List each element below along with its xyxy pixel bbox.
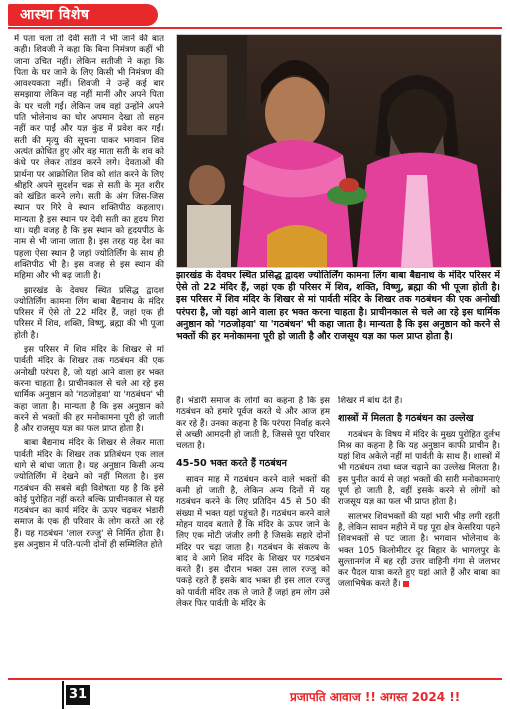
photo-illustration bbox=[177, 35, 501, 267]
paragraph: बाबा बैद्यनाथ मंदिर के शिखर से लेकर माता पार्वती मंदिर के शिखर तक प्रतिबंधन एक लाल धागे से बांधा जाता है। यह अनुष्ठान किसी अन्य ज्योतिर्लिंग में देखने को नहीं मिलता है। इस गठबंधन की सबसे बड़ी विशेषता यह है कि इसे कोई पुरोहित नहीं करते बल्कि प्राचीनकाल से यह गठबंधन का कार्य मंदिर के ऊपर चढ़कर भंडारी समाज के एक ही परिवार के लोग करते आ रहे हैं। यह गठबंधन 'लाल रज्जु' से निर्मित होता है। इस अनुष्ठान में पति-पत्नी दोनों ही सम्मिलित होते bbox=[14, 438, 164, 551]
caption-text: झारखंड के देवघर स्थित प्रसिद्ध द्वादश ज्योतिर्लिंग कामना लिंग बाबा बैद्यनाथ के मंदिर परिसर में ऐसे तो 22 मंदिर हैं, जहां एक ही परिसर में शिव, शक्ति, विष्णु, ब्रह्मा की भी पूजा होती है। इस परिसर में शिव मंदिर के शिखर से मां पार्वती मंदिर के शिखर तक गठबंधन की एक अनोखी परंपरा है, जो यहां आने वाला हर भक्त करना चाहता है। प्राचीनकाल से चले आ रहे इस धार्मिक अनुष्ठान को 'गठजोड़वा' या 'गठबंधन' भी कहा जाता है। मान्यता है कि इस अनुष्ठान को करने से भक्तों की हर मनोकामना पूरी हो जाती है और राजसूय यज्ञ का फल प्राप्त होता है। bbox=[176, 270, 500, 343]
footer-rule bbox=[8, 678, 502, 680]
paragraph: झारखंड के देवघर स्थित प्रसिद्ध द्वादश ज्योतिर्लिंग कामना लिंग बाबा बैद्यनाथ के मंदिर परिसर में ऐसे तो 22 मंदिर हैं, जहां एक ही परिसर में शिव, शक्ति, विष्णु, ब्रह्मा की भी पूजा होती है। bbox=[14, 285, 164, 341]
article-column-2 bbox=[176, 396, 330, 672]
subheading: शास्त्रों में मिलता है गठबंधन का उल्लेख bbox=[338, 413, 474, 425]
paragraph: शिखर में बांध देते हैं। bbox=[338, 396, 403, 406]
paragraph: गठबंधन के विषय में मंदिर के मुख्य पुरोहित दुर्लभ मिश्र का कहना है कि यह अनुष्ठान काफी प्राचीन है। यहां शिव अकेले नहीं मां पार्वती के साथ हैं। शास्त्रों में भी गठबंधन तथा ध्वज चढ़ाने का उल्लेख मिलता है। इस पुनीत कार्य से जहां भक्तों की सारी मनोकामनाएं पूर्ण हो जाती है, वहीं इसके करने से लोगों को राजसूय यज्ञ का फल भी प्राप्त होता है। bbox=[338, 429, 500, 508]
end-mark-icon bbox=[403, 581, 409, 587]
page-footer bbox=[0, 676, 510, 709]
paragraph: में पता चला तो देवी सती ने भी जाने की बात कही। शिवजी ने कहा कि बिना निमंत्रण कहीं भी जाना उचित नहीं। लेकिन सतीजी ने कहा कि पिता के घर जाने के लिए किसी भी निमंत्रण की आवश्यकता नहीं। शिवजी ने उन्हें कई बार समझाया लेकिन वह नहीं मानीं और अपने पिता के घर चली गईं। लेकिन जब वहां उन्होंने अपने पति भोलेनाथ का घोर अपमान देखा तो सहन नहीं कर पाईं और यज्ञ कुंड में प्रवेश कर गईं। सती की मृत्यु की सूचना पाकर भगवान शिव अत्यंत क्रोधित हुए और वह माता सती के शव को कंधे पर लेकर तांडव करने लगे। देवताओं की प्रार्थना पर आक्रोशित शिव को शांत करने के लिए श्रीहरि अपने सुदर्शन चक्र से सती के मृत शरीर को खंडित करने लगे। सती के अंग जिस-जिस स्थान पर गिरे वे स्थान शक्तिपीठ कहलाए। मान्यता है इस स्थान पर देवी सती का हृदय गिरा था। यही वजह है कि इस स्थान को हृदयपीठ के नाम से भी जाना जाता है। इस तरह यह देश का पहला ऐसा स्थान है जहां ज्योतिर्लिंग के साथ ही शक्तिपीठ भी है। इस वजह से इस स्थान की महिमा और भी बढ़ जाती है। bbox=[14, 34, 164, 282]
article-column-3 bbox=[338, 396, 500, 672]
paragraph: सालभर शिवभक्तों की यहां भारी भीड़ लगी रहती है, लेकिन सावन महीने में यह पूरा क्षेत्र केसरिया पहने शिवभक्तों से पट जाता है। भगवान भोलेनाथ के भक्त 105 किलोमीटर दूर बिहार के भागलपुर के सुल्तानगंज में बह रही उत्तर वाहिनी गंगा से जलभर कर पैदल यात्रा करते हुए यहां आते हैं और बाबा का जलाभिषेक करते हैं। bbox=[338, 511, 500, 590]
paragraph: हैं। भंडारी समाज के लोगों का कहना है कि इस गठबंधन को हमारे पूर्वज करते थे और आज हम कर रहे हैं। उनका कहना है कि परंपरा निर्वाह करने से अच्छी आमदनी हो जाती है, जिससे पूरा परिवार चलता है। bbox=[176, 396, 330, 452]
subheading: 45-50 भक्त करते हैं गठबंधन bbox=[176, 458, 287, 470]
paragraph: सावन माह में गठबंधन करने वाले भक्तों की कमी हो जाती है, लेकिन अन्य दिनों में यह गठबंधन करने के लिए प्रतिदिन 45 से 50 की संख्या में भक्त यहां पहुंचते हैं। गठबंधन करने वाले मोहन यादव बताते हैं कि मंदिर के ऊपर जाने के लिए एक मोटी जंजीर लगी है जिसके सहारे दोनों मंदिर पर चढ़ा जाता है। गठबंधन के संकल्प के बाद वे आगे शिव मंदिर के शिखर पर गठबंधन करते हैं। इस दौरान भक्त उस लाल रज्जु को पकड़े रहते हैं इसके बाद भक्त ही इस लाल रज्जु को पार्वती मंदिर तक ले जाते हैं जहां हम लोग उसे लेकर फिर पार्वती के मंदिर के bbox=[176, 474, 330, 610]
header-rule bbox=[8, 27, 502, 29]
paragraph: इस परिसर में शिव मंदिर के शिखर से मां पार्वती मंदिर के शिखर तक गठबंधन की एक अनोखी परंपरा है, जो यहां आने वाला हर भक्त करना चाहता है। प्राचीनकाल से चले आ रहे इस धार्मिक अनुष्ठान को 'गठजोड़वा' या 'गठबंधन' भी कहा जाता है। मान्यता है कि इस अनुष्ठान को करने से भक्तों की हर मनोकामना पूरी हो जाती है और राजसूय यज्ञ का फल प्राप्त होता है। bbox=[14, 345, 164, 435]
section-title: आस्था विशेष bbox=[20, 7, 90, 23]
magazine-name: प्रजापति आवाज !! अगस्त 2024 !! bbox=[290, 690, 461, 704]
photo-caption bbox=[176, 270, 500, 392]
page-header bbox=[0, 0, 510, 30]
paragraph-with-endmark bbox=[338, 512, 500, 591]
article-photo bbox=[176, 34, 502, 268]
page-number: 31 bbox=[66, 685, 90, 705]
article-column-1 bbox=[14, 34, 164, 672]
